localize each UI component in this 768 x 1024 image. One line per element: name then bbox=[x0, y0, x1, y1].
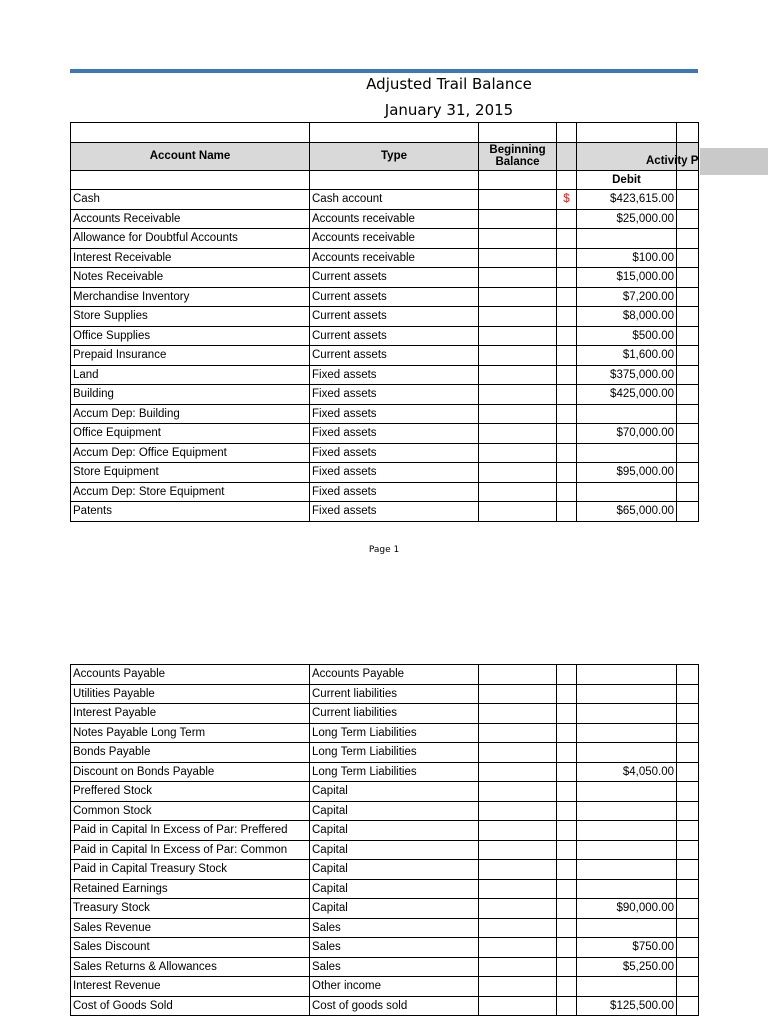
account-name-cell: Allowance for Doubtful Accounts bbox=[71, 229, 310, 249]
beginning-balance-cell bbox=[479, 482, 557, 502]
debit-cell: $95,000.00 bbox=[577, 463, 677, 483]
table-row bbox=[71, 860, 699, 880]
account-name-cell: Sales Discount bbox=[71, 938, 310, 958]
account-name-cell: Interest Revenue bbox=[71, 977, 310, 997]
debit-cell: $100.00 bbox=[577, 248, 677, 268]
debit-cell bbox=[577, 840, 677, 860]
extra-cell bbox=[677, 840, 699, 860]
account-name-cell: Notes Receivable bbox=[71, 268, 310, 288]
table-row bbox=[71, 957, 699, 977]
extra-cell bbox=[677, 365, 699, 385]
account-name-cell: Office Supplies bbox=[71, 326, 310, 346]
extra-cell bbox=[677, 424, 699, 444]
currency-cell bbox=[557, 762, 577, 782]
account-type-cell: Cost of goods sold bbox=[310, 996, 479, 1016]
currency-cell bbox=[557, 918, 577, 938]
debit-cell bbox=[577, 918, 677, 938]
account-type-cell: Fixed assets bbox=[310, 463, 479, 483]
account-name-cell: Land bbox=[71, 365, 310, 385]
account-type-cell: Accounts receivable bbox=[310, 248, 479, 268]
account-name-cell: Accum Dep: Office Equipment bbox=[71, 443, 310, 463]
beginning-balance-cell bbox=[479, 860, 557, 880]
extra-cell bbox=[677, 860, 699, 880]
beginning-balance-cell bbox=[479, 938, 557, 958]
beginning-balance-cell bbox=[479, 443, 557, 463]
debit-cell: $375,000.00 bbox=[577, 365, 677, 385]
debit-cell bbox=[577, 879, 677, 899]
extra-cell bbox=[677, 482, 699, 502]
beginning-balance-cell bbox=[479, 821, 557, 841]
account-name-cell: Utilities Payable bbox=[71, 684, 310, 704]
table-row bbox=[71, 190, 699, 210]
debit-cell bbox=[577, 443, 677, 463]
table-row bbox=[71, 762, 699, 782]
beginning-balance-cell bbox=[479, 782, 557, 802]
account-type-cell: Current assets bbox=[310, 346, 479, 366]
beginning-balance-cell bbox=[479, 229, 557, 249]
debit-cell: $90,000.00 bbox=[577, 899, 677, 919]
header-type: Type bbox=[310, 142, 479, 170]
table-row bbox=[71, 899, 699, 919]
currency-cell bbox=[557, 782, 577, 802]
beginning-balance-cell bbox=[479, 743, 557, 763]
currency-cell bbox=[557, 385, 577, 405]
extra-cell bbox=[677, 268, 699, 288]
account-type-cell: Capital bbox=[310, 860, 479, 880]
account-name-cell: Bonds Payable bbox=[71, 743, 310, 763]
currency-cell bbox=[557, 482, 577, 502]
account-type-cell: Long Term Liabilities bbox=[310, 723, 479, 743]
extra-cell bbox=[677, 404, 699, 424]
page-title: Adjusted Trail Balance bbox=[366, 75, 532, 93]
title-rule bbox=[70, 69, 698, 73]
currency-cell bbox=[557, 287, 577, 307]
debit-cell: $1,600.00 bbox=[577, 346, 677, 366]
account-name-cell: Retained Earnings bbox=[71, 879, 310, 899]
table-row bbox=[71, 287, 699, 307]
beginning-balance-cell bbox=[479, 326, 557, 346]
debit-cell: $423,615.00 bbox=[577, 190, 677, 210]
table-row bbox=[71, 879, 699, 899]
table-row bbox=[71, 424, 699, 444]
account-type-cell: Current assets bbox=[310, 326, 479, 346]
currency-cell bbox=[557, 209, 577, 229]
extra-cell bbox=[677, 326, 699, 346]
account-name-cell: Store Supplies bbox=[71, 307, 310, 327]
header-row bbox=[71, 142, 699, 170]
account-name-cell: Paid in Capital Treasury Stock bbox=[71, 860, 310, 880]
header-account-name: Account Name bbox=[71, 142, 310, 170]
beginning-balance-cell bbox=[479, 918, 557, 938]
extra-cell bbox=[677, 801, 699, 821]
page-number: Page 1 bbox=[368, 545, 400, 555]
account-type-cell: Capital bbox=[310, 899, 479, 919]
account-type-cell: Other income bbox=[310, 977, 479, 997]
debit-cell bbox=[577, 404, 677, 424]
beginning-balance-cell bbox=[479, 385, 557, 405]
table-row bbox=[71, 840, 699, 860]
beginning-balance-cell bbox=[479, 879, 557, 899]
extra-cell bbox=[677, 957, 699, 977]
table-row bbox=[71, 268, 699, 288]
table-row bbox=[71, 346, 699, 366]
account-name-cell: Patents bbox=[71, 502, 310, 522]
account-type-cell: Current assets bbox=[310, 307, 479, 327]
table-row bbox=[71, 326, 699, 346]
beginning-balance-cell bbox=[479, 762, 557, 782]
debit-cell bbox=[577, 860, 677, 880]
table-row bbox=[71, 385, 699, 405]
extra-cell bbox=[677, 996, 699, 1016]
debit-cell: $5,250.00 bbox=[577, 957, 677, 977]
debit-cell bbox=[577, 229, 677, 249]
extra-cell bbox=[677, 209, 699, 229]
table-row bbox=[71, 307, 699, 327]
account-name-cell: Paid in Capital In Excess of Par: Common bbox=[71, 840, 310, 860]
extra-cell bbox=[677, 346, 699, 366]
table-row bbox=[71, 977, 699, 997]
debit-cell: $500.00 bbox=[577, 326, 677, 346]
account-name-cell: Building bbox=[71, 385, 310, 405]
account-type-cell: Capital bbox=[310, 840, 479, 860]
debit-cell: $750.00 bbox=[577, 938, 677, 958]
account-type-cell: Long Term Liabilities bbox=[310, 762, 479, 782]
header-activity: Activity P bbox=[646, 155, 699, 167]
account-name-cell: Preffered Stock bbox=[71, 782, 310, 802]
currency-cell bbox=[557, 326, 577, 346]
account-type-cell: Fixed assets bbox=[310, 482, 479, 502]
table-row bbox=[71, 938, 699, 958]
beginning-balance-cell bbox=[479, 346, 557, 366]
subheader-row bbox=[71, 170, 699, 190]
account-type-cell: Fixed assets bbox=[310, 365, 479, 385]
beginning-balance-cell bbox=[479, 801, 557, 821]
debit-cell: $125,500.00 bbox=[577, 996, 677, 1016]
currency-cell bbox=[557, 502, 577, 522]
extra-cell bbox=[677, 977, 699, 997]
debit-cell bbox=[577, 684, 677, 704]
currency-cell bbox=[557, 248, 577, 268]
account-name-cell: Sales Revenue bbox=[71, 918, 310, 938]
account-type-cell: Capital bbox=[310, 801, 479, 821]
extra-cell bbox=[677, 762, 699, 782]
account-name-cell: Accounts Receivable bbox=[71, 209, 310, 229]
table-row bbox=[71, 723, 699, 743]
currency-cell bbox=[557, 879, 577, 899]
currency-cell bbox=[557, 977, 577, 997]
extra-cell bbox=[677, 190, 699, 210]
account-type-cell: Accounts Payable bbox=[310, 665, 479, 685]
beginning-balance-cell bbox=[479, 463, 557, 483]
account-name-cell: Accum Dep: Building bbox=[71, 404, 310, 424]
table-row bbox=[71, 209, 699, 229]
currency-cell bbox=[557, 307, 577, 327]
extra-cell bbox=[677, 918, 699, 938]
beginning-balance-cell bbox=[479, 190, 557, 210]
currency-cell bbox=[557, 463, 577, 483]
currency-cell bbox=[557, 424, 577, 444]
account-type-cell: Current assets bbox=[310, 268, 479, 288]
currency-cell bbox=[557, 860, 577, 880]
extra-cell bbox=[677, 385, 699, 405]
currency-cell bbox=[557, 840, 577, 860]
account-name-cell: Interest Receivable bbox=[71, 248, 310, 268]
account-type-cell: Fixed assets bbox=[310, 404, 479, 424]
beginning-balance-cell bbox=[479, 977, 557, 997]
currency-cell bbox=[557, 996, 577, 1016]
account-name-cell: Cash bbox=[71, 190, 310, 210]
account-name-cell: Interest Payable bbox=[71, 704, 310, 724]
account-type-cell: Sales bbox=[310, 918, 479, 938]
account-type-cell: Sales bbox=[310, 957, 479, 977]
table-row bbox=[71, 821, 699, 841]
debit-cell bbox=[577, 665, 677, 685]
beginning-balance-cell bbox=[479, 307, 557, 327]
beginning-balance-cell bbox=[479, 287, 557, 307]
beginning-balance-cell bbox=[479, 996, 557, 1016]
currency-cell bbox=[557, 665, 577, 685]
table-row bbox=[71, 404, 699, 424]
beginning-balance-cell bbox=[479, 268, 557, 288]
debit-cell bbox=[577, 723, 677, 743]
currency-cell bbox=[557, 704, 577, 724]
table-row bbox=[71, 684, 699, 704]
currency-cell bbox=[557, 365, 577, 385]
debit-cell: $7,200.00 bbox=[577, 287, 677, 307]
beginning-balance-cell bbox=[479, 404, 557, 424]
beginning-balance-cell bbox=[479, 365, 557, 385]
account-name-cell: Office Equipment bbox=[71, 424, 310, 444]
extra-cell bbox=[677, 821, 699, 841]
debit-cell bbox=[577, 801, 677, 821]
account-name-cell: Cost of Goods Sold bbox=[71, 996, 310, 1016]
page-subtitle: January 31, 2015 bbox=[384, 101, 514, 119]
table-row bbox=[71, 229, 699, 249]
debit-cell: $65,000.00 bbox=[577, 502, 677, 522]
extra-cell bbox=[677, 723, 699, 743]
account-name-cell: Prepaid Insurance bbox=[71, 346, 310, 366]
spacer-row bbox=[71, 123, 699, 143]
beginning-balance-cell bbox=[479, 957, 557, 977]
extra-cell bbox=[677, 229, 699, 249]
account-type-cell: Cash account bbox=[310, 190, 479, 210]
debit-cell bbox=[577, 482, 677, 502]
account-name-cell: Accum Dep: Store Equipment bbox=[71, 482, 310, 502]
currency-cell bbox=[557, 821, 577, 841]
activity-header-overflow bbox=[700, 148, 768, 175]
account-type-cell: Fixed assets bbox=[310, 502, 479, 522]
currency-cell bbox=[557, 938, 577, 958]
extra-cell bbox=[677, 463, 699, 483]
beginning-balance-cell bbox=[479, 209, 557, 229]
account-type-cell: Fixed assets bbox=[310, 443, 479, 463]
extra-cell bbox=[677, 899, 699, 919]
debit-cell: $70,000.00 bbox=[577, 424, 677, 444]
account-name-cell: Treasury Stock bbox=[71, 899, 310, 919]
currency-cell bbox=[557, 684, 577, 704]
table-row bbox=[71, 665, 699, 685]
account-name-cell: Accounts Payable bbox=[71, 665, 310, 685]
currency-cell: $ bbox=[557, 190, 577, 210]
account-type-cell: Fixed assets bbox=[310, 385, 479, 405]
account-name-cell: Merchandise Inventory bbox=[71, 287, 310, 307]
extra-cell bbox=[677, 743, 699, 763]
account-name-cell: Notes Payable Long Term bbox=[71, 723, 310, 743]
debit-cell bbox=[577, 743, 677, 763]
extra-cell bbox=[677, 782, 699, 802]
beginning-balance-cell bbox=[479, 502, 557, 522]
table-row bbox=[71, 996, 699, 1016]
trial-balance-table-page2 bbox=[70, 664, 699, 1016]
beginning-balance-cell bbox=[479, 248, 557, 268]
beginning-balance-cell bbox=[479, 704, 557, 724]
table-row bbox=[71, 704, 699, 724]
extra-cell bbox=[677, 704, 699, 724]
extra-cell bbox=[677, 684, 699, 704]
beginning-balance-cell bbox=[479, 684, 557, 704]
beginning-balance-cell bbox=[479, 424, 557, 444]
currency-cell bbox=[557, 801, 577, 821]
account-name-cell: Discount on Bonds Payable bbox=[71, 762, 310, 782]
debit-cell: $8,000.00 bbox=[577, 307, 677, 327]
currency-cell bbox=[557, 268, 577, 288]
extra-cell bbox=[677, 665, 699, 685]
account-type-cell: Current liabilities bbox=[310, 704, 479, 724]
currency-cell bbox=[557, 723, 577, 743]
extra-cell bbox=[677, 879, 699, 899]
table-row bbox=[71, 463, 699, 483]
account-type-cell: Capital bbox=[310, 821, 479, 841]
beginning-balance-cell bbox=[479, 723, 557, 743]
table-row bbox=[71, 782, 699, 802]
currency-cell bbox=[557, 443, 577, 463]
debit-cell: $4,050.00 bbox=[577, 762, 677, 782]
table-row bbox=[71, 248, 699, 268]
account-type-cell: Current liabilities bbox=[310, 684, 479, 704]
account-name-cell: Sales Returns & Allowances bbox=[71, 957, 310, 977]
extra-cell bbox=[677, 502, 699, 522]
table-row bbox=[71, 502, 699, 522]
table-row bbox=[71, 443, 699, 463]
table-row bbox=[71, 482, 699, 502]
currency-cell bbox=[557, 346, 577, 366]
trial-balance-table-page1 bbox=[70, 122, 699, 522]
extra-cell bbox=[677, 938, 699, 958]
account-type-cell: Sales bbox=[310, 938, 479, 958]
debit-cell bbox=[577, 977, 677, 997]
account-name-cell: Paid in Capital In Excess of Par: Preffered bbox=[71, 821, 310, 841]
debit-cell: $15,000.00 bbox=[577, 268, 677, 288]
debit-cell bbox=[577, 821, 677, 841]
beginning-balance-cell bbox=[479, 840, 557, 860]
header-debit: Debit bbox=[577, 170, 677, 190]
table-row bbox=[71, 365, 699, 385]
table-row bbox=[71, 743, 699, 763]
account-type-cell: Long Term Liabilities bbox=[310, 743, 479, 763]
currency-cell bbox=[557, 229, 577, 249]
account-type-cell: Capital bbox=[310, 782, 479, 802]
beginning-balance-cell bbox=[479, 665, 557, 685]
table-row bbox=[71, 918, 699, 938]
account-type-cell: Capital bbox=[310, 879, 479, 899]
account-name-cell: Common Stock bbox=[71, 801, 310, 821]
debit-cell: $425,000.00 bbox=[577, 385, 677, 405]
account-type-cell: Current assets bbox=[310, 287, 479, 307]
currency-cell bbox=[557, 899, 577, 919]
debit-cell bbox=[577, 782, 677, 802]
account-type-cell: Fixed assets bbox=[310, 424, 479, 444]
account-type-cell: Accounts receivable bbox=[310, 209, 479, 229]
extra-cell bbox=[677, 307, 699, 327]
extra-cell bbox=[677, 443, 699, 463]
extra-cell bbox=[677, 287, 699, 307]
debit-cell bbox=[577, 704, 677, 724]
currency-cell bbox=[557, 743, 577, 763]
currency-cell bbox=[557, 404, 577, 424]
header-beginning-balance: Beginning Balance bbox=[479, 142, 557, 170]
currency-cell bbox=[557, 957, 577, 977]
account-name-cell: Store Equipment bbox=[71, 463, 310, 483]
account-type-cell: Accounts receivable bbox=[310, 229, 479, 249]
debit-cell: $25,000.00 bbox=[577, 209, 677, 229]
table-row bbox=[71, 801, 699, 821]
extra-cell bbox=[677, 248, 699, 268]
beginning-balance-cell bbox=[479, 899, 557, 919]
